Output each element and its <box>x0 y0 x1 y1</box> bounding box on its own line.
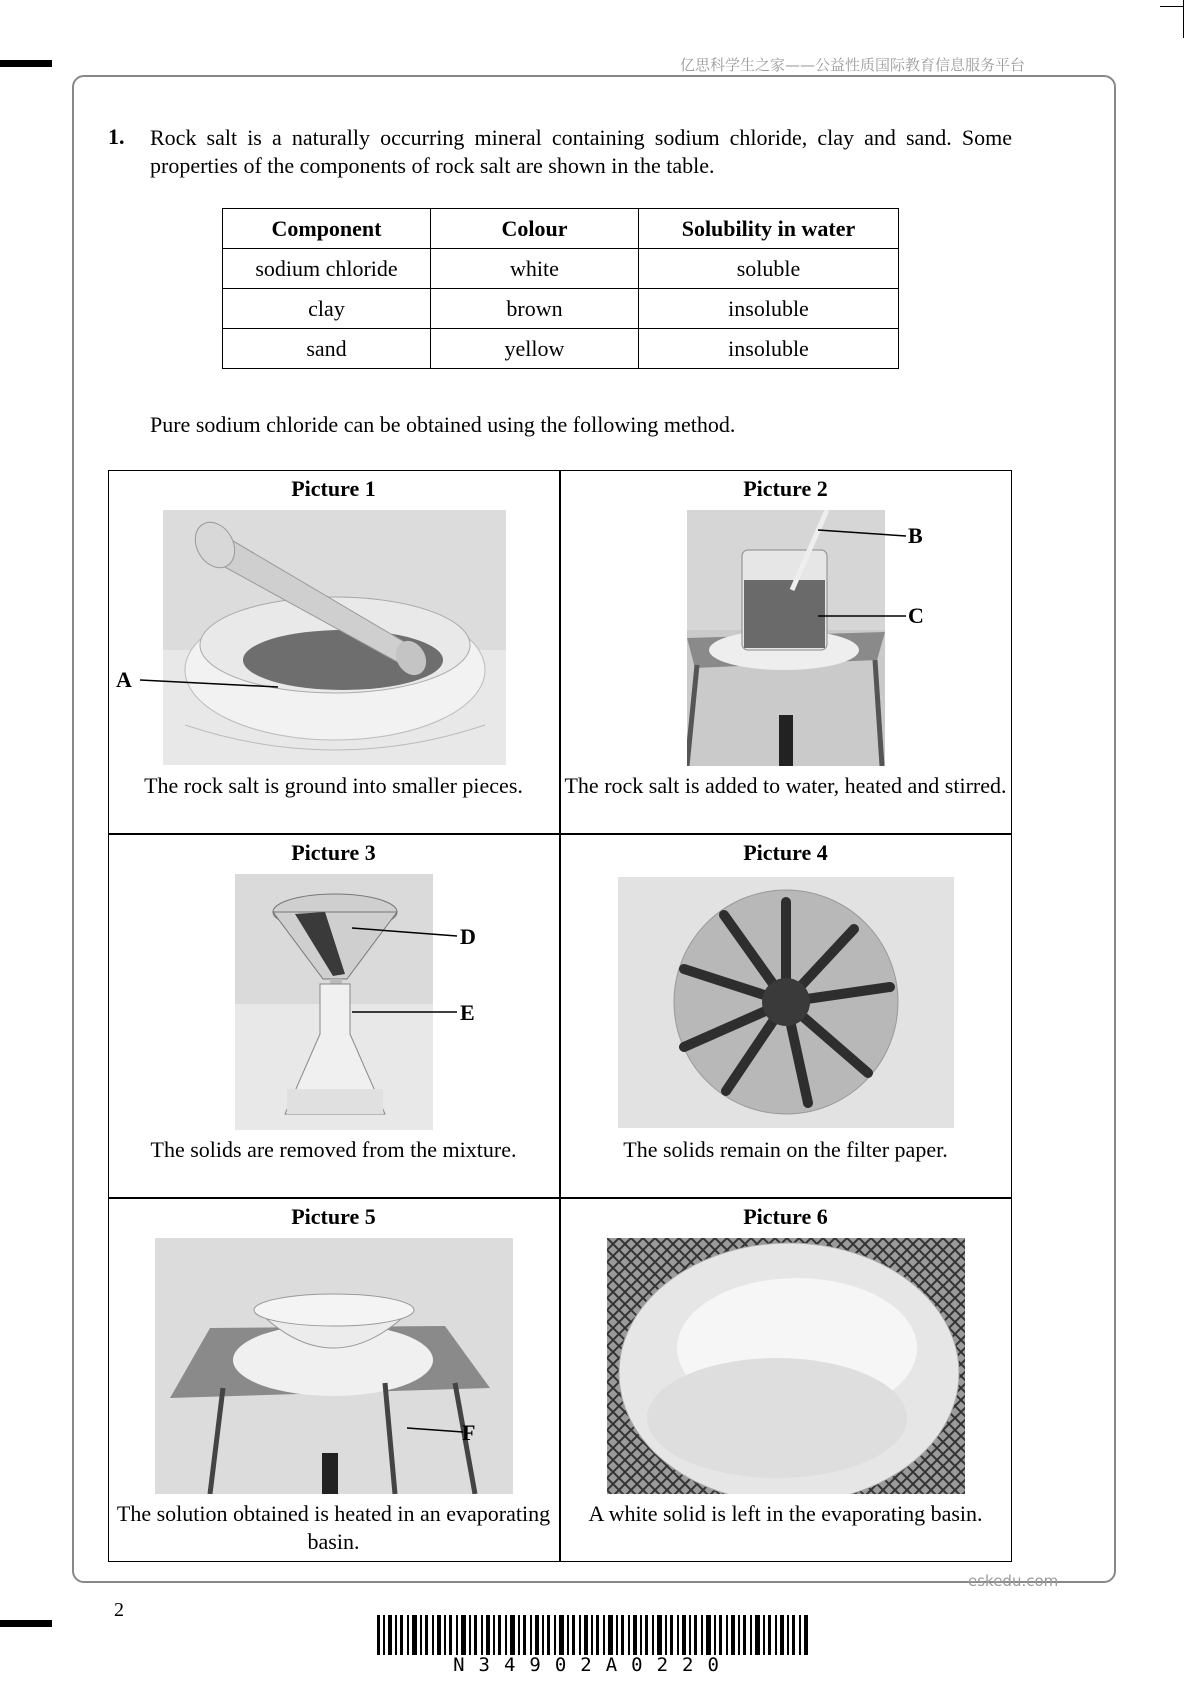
picture-5-title: Picture 5 <box>291 1204 376 1229</box>
label-a: A <box>116 667 132 692</box>
properties-table <box>222 208 899 369</box>
table-cell: yellow <box>431 329 639 369</box>
method-text: Pure sodium chloride can be obtained using the following method. <box>150 412 736 437</box>
label-f-leader <box>407 1424 467 1436</box>
table-cell: clay <box>223 289 431 329</box>
filter-paper-photo <box>618 877 954 1128</box>
picture-1-caption: The rock salt is ground into smaller pieces. <box>144 773 523 798</box>
label-c: C <box>908 603 924 628</box>
table-cell: brown <box>431 289 639 329</box>
table-cell: sodium chloride <box>223 249 431 289</box>
barcode-text: N34902A0220 <box>453 1654 733 1676</box>
crop-mark <box>1160 6 1184 7</box>
label-e: E <box>460 1000 475 1025</box>
picture-4-caption: The solids remain on the filter paper. <box>623 1137 948 1162</box>
picture-2-caption: The rock salt is added to water, heated and stirred. <box>564 773 1007 798</box>
label-f: F <box>462 1420 476 1445</box>
grid-divider <box>108 833 1012 835</box>
table-row <box>223 249 899 289</box>
evaporating-basin-photo <box>155 1238 513 1494</box>
footer-site: eskedu.com <box>968 1572 1059 1590</box>
barcode-image <box>377 1615 809 1655</box>
table-cell: sand <box>223 329 431 369</box>
picture-2-title: Picture 2 <box>743 476 828 501</box>
white-solid-basin-photo <box>607 1238 965 1494</box>
labels-bc-leaders <box>818 526 908 626</box>
label-b: B <box>908 523 923 548</box>
label-a-leader <box>140 672 280 692</box>
grid-divider <box>108 1197 1012 1199</box>
picture-5-caption: The solution obtained is heated in an evaporating basin. <box>116 1501 551 1554</box>
mortar-pestle-photo <box>163 510 506 765</box>
picture-3-caption: The solids are removed from the mixture. <box>150 1137 517 1162</box>
picture-1-title: Picture 1 <box>291 476 376 501</box>
picture-6-title: Picture 6 <box>743 1204 828 1229</box>
crop-bar-top <box>0 60 52 67</box>
table-header: Colour <box>431 209 639 249</box>
header-watermark: 亿思科学生之家——公益性质国际教育信息服务平台 <box>680 56 1026 74</box>
table-cell: insoluble <box>639 289 899 329</box>
question-intro: Rock salt is a naturally occurring mineral containing sodium chloride, clay and sand. Some properties of the components of rock salt are shown in the table. <box>150 125 1012 178</box>
picture-6-caption: A white solid is left in the evaporating basin. <box>588 1501 983 1526</box>
table-row <box>223 329 899 369</box>
label-d: D <box>460 924 476 949</box>
table-cell: white <box>431 249 639 289</box>
picture-4-title: Picture 4 <box>743 840 828 865</box>
table-header-row <box>223 209 899 249</box>
question-number: 1. <box>108 124 125 149</box>
table-header: Solubility in water <box>639 209 899 249</box>
table-cell: insoluble <box>639 329 899 369</box>
crop-bar-bottom <box>0 1620 52 1627</box>
page-number: 2 <box>114 1599 124 1621</box>
table-cell: soluble <box>639 249 899 289</box>
table-header: Component <box>223 209 431 249</box>
picture-3-title: Picture 3 <box>291 840 376 865</box>
labels-de-leaders <box>352 926 462 1016</box>
grid-divider <box>559 470 561 1562</box>
table-row <box>223 289 899 329</box>
